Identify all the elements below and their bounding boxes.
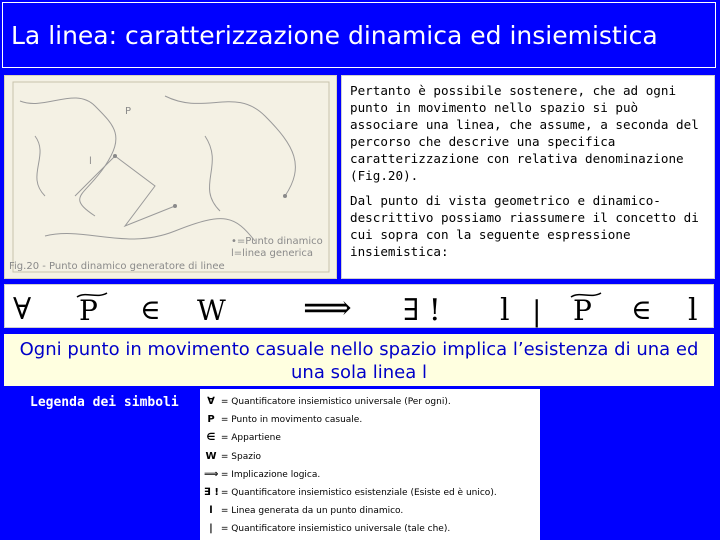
legend-box — [200, 389, 540, 540]
legend-symbol-l: l — [209, 505, 213, 517]
legend-text: = Spazio — [220, 451, 261, 462]
paragraph-2: Dal punto di vista geometrico e dinamico-descrittivo possiamo riassumere il concetto di cui sopra con la seguente espressione insiemistica: — [350, 193, 699, 259]
formula-in1: ∈ — [140, 293, 161, 326]
formula-in2: ∈ — [631, 293, 652, 326]
legend-symbol-forall: ∀ — [207, 396, 215, 407]
legend-text: = Appartiene — [220, 433, 281, 444]
statement-banner: Ogni punto in movimento casuale nello spazio implica l’esistenza di una ed una sola linea l — [4, 334, 714, 386]
explanation-text — [341, 75, 715, 279]
formula-p2: P — [573, 294, 592, 327]
legend-row — [204, 484, 536, 502]
legend-row — [204, 502, 536, 520]
figure-legend-line: l=linea generica — [231, 248, 314, 259]
title-bar — [2, 2, 716, 68]
legend-symbol-in: ∈ — [206, 432, 216, 444]
figure-label-l: l — [89, 156, 92, 167]
formula-panel — [4, 284, 714, 328]
legend-symbol-implies: ⟹ — [204, 468, 219, 480]
figure-caption: Fig.20 - Punto dinamico generatore di linee — [9, 261, 225, 272]
legend-title: Legenda dei simboli — [30, 395, 179, 410]
legend-row — [204, 448, 536, 466]
legend-text: = Punto in movimento casuale. — [220, 415, 363, 426]
page-title: La linea: caratterizzazione dinamica ed insiemistica — [11, 21, 658, 50]
formula-expression — [5, 285, 715, 329]
legend-text: = Quantificatore insiemistico universale (tale che). — [220, 524, 451, 535]
legend-row — [204, 393, 536, 411]
formula-p1: P — [79, 294, 98, 327]
legend-row — [204, 466, 536, 484]
figure-legend-point: •=Punto dinamico — [231, 236, 323, 247]
formula-exists-unique: ∃ ! — [403, 293, 441, 328]
legend-text: = Linea generata da un punto dinamico. — [220, 506, 404, 517]
formula-bar: | — [532, 295, 542, 328]
legend-symbol-w: W — [205, 450, 217, 462]
legend-symbol-exists: ∃ ! — [204, 486, 219, 498]
legend-text: = Quantificatore insiemistico esistenziale (Esiste ed è unico). — [220, 487, 497, 498]
figure-label-p: P — [125, 106, 132, 117]
paragraph-1: Pertanto è possibile sostenere, che ad ogni punto in movimento nello spazio si può associare una linea, che assume, a seconda del percorso che descrive una specifica caratterizzazione con relativa denominazione (Fig.20). — [350, 83, 699, 183]
legend-text: = Quantificatore insiemistico universale (Per ogni). — [220, 397, 451, 407]
formula-l2: l — [688, 293, 698, 328]
legend-row — [204, 411, 536, 429]
legend-symbol-such-that: | — [209, 523, 213, 535]
formula-w: W — [197, 294, 226, 327]
figure-legend — [231, 236, 323, 260]
figure-panel — [4, 75, 337, 279]
legend-row — [204, 520, 536, 538]
legend-symbol-p: P — [207, 414, 215, 426]
formula-forall: ∀ — [13, 292, 32, 327]
legend-row — [204, 429, 536, 447]
legend-text: = Implicazione logica. — [220, 469, 321, 480]
formula-implies: ⟹ — [303, 288, 352, 328]
formula-l1: l — [500, 293, 510, 328]
